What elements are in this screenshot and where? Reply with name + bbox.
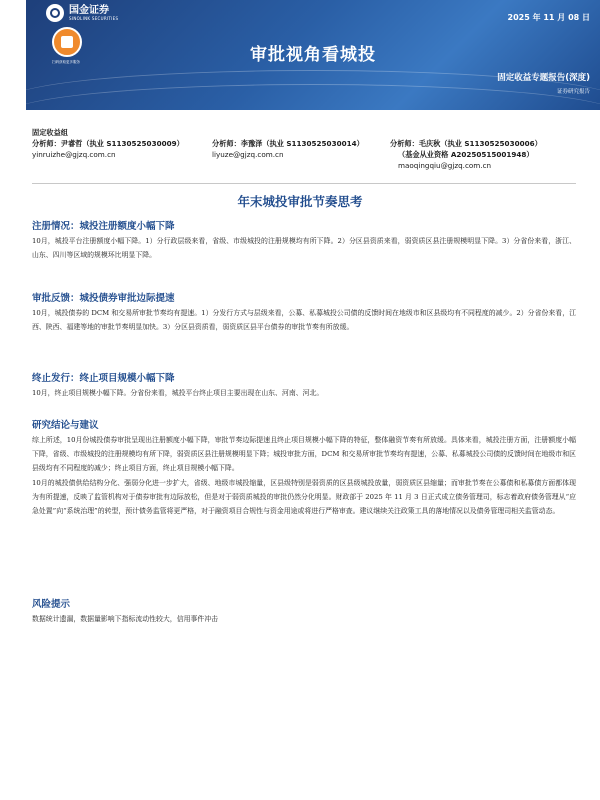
logo-icon <box>46 4 64 22</box>
logo-cn-text: 国金证券 <box>69 4 109 16</box>
section-paragraph: 数据统计遗漏，数据量影响下指标流动性较大，信用事件冲击 <box>32 615 219 623</box>
analyst-3-label: 分析师：毛庆秋（执业 S1130525030006） <box>390 139 542 148</box>
section-title: 审批反馈：城投债券审批边际提速 <box>32 293 175 304</box>
report-header <box>26 0 600 110</box>
report-department: 证券研究报告 <box>556 89 590 95</box>
section-title: 风险提示 <box>32 599 71 610</box>
analyst-1-email[interactable]: yinruizhe@gjzq.com.cn <box>32 150 116 159</box>
section-title: 研究结论与建议 <box>32 420 99 431</box>
section-registration <box>32 220 576 262</box>
analyst-2-label: 分析师：李豫泽（执业 S1130525030014） <box>212 139 364 148</box>
section-paragraph: 10月的城投债供给结构分化、强弱分化进一步扩大，省级、地级市城投缩量，区县级特别是弱资质的区县级城投放量，弱资质区县缩量；而审批节奏在公募债和私募债方面都体现为有所提速，反映了监管机构对于债券审批有边际放松，但是对于弱资质城投的审批仍然分化明显。财政部于 2025 年 11 月 3 日正式成立债务管理司，标志着政府债务管理从“应急处置”向“系统治理”的转型，预计债务监管将更严格，对于融资项目合规性与资金用途或将进行严格审查。建议继续关注政策工具的落地情况以及债务管理司相关监管动态。 <box>32 478 576 516</box>
report-date: 2025 年 11 月 08 日 <box>507 13 590 22</box>
analyst-3-qualification: （基金从业资格 A20250515001948） <box>398 150 534 159</box>
company-logo <box>46 4 118 22</box>
analyst-group: 固定收益组 <box>32 128 68 137</box>
document-title: 年末城投审批节奏思考 <box>237 194 363 209</box>
analyst-block <box>32 127 572 171</box>
analyst-3-email[interactable]: maoqingqiu@gjzq.com.cn <box>398 161 492 170</box>
section-paragraph: 10月，城投平台注册额度小幅下降。1）分行政层级来看，省级、市级城投的注册规模均有所下降。2）分区县资质来看，弱资质区县注册规模明显下降。3）分省份来看，浙江、山东、四川等区域的规模环比明显下降。 <box>32 237 576 260</box>
logo-en-text: SINOLINK SECURITIES <box>69 15 119 21</box>
header-title: 审批视角看城投 <box>250 45 376 65</box>
section-title: 终止发行：终止项目规模小幅下降 <box>32 373 175 384</box>
section-paragraph: 10月，终止项目规模小幅下降。分省份来看，城投平台终止项目主要出现在山东、河南、河北。 <box>32 389 324 397</box>
section-conclusion <box>32 419 576 518</box>
section-approval-feedback <box>32 292 576 334</box>
analyst-1-label: 分析师：尹睿哲（执业 S1130525030009） <box>32 139 184 148</box>
section-paragraph: 10月，城投债券的 DCM 和交易所审批节奏均有提速。1）分发行方式与层级来看，公募、私募城投公司债的反馈时间在地级市和区县级均有不同程度的减少。2）分省份来看，江西、陕西、福建等地的审批节奏明显加快。3）分区县资质看，弱资质区县平台债券的审批节奏有所放缓。 <box>32 309 576 332</box>
section-paragraph: 综上所述，10月份城投债券审批呈现出注册额度小幅下降，审批节奏边际提速且终止项目规模小幅下降的特征，整体融资节奏有所放缓。具体来看，城投注册方面，注册额度小幅下降，省级、市级城投的注册规模均有所下降，弱资质区县注册规模明显下降；城投审批方面，DCM 和交易所审批节奏均有提速，公募、私募城投公司债的反馈时间在地级市和区县级均有不同程度的减少；终止项目方面，终止项目规模小幅下降。 <box>32 436 576 473</box>
report-type: 固定收益专题报告(深度) <box>497 73 590 83</box>
section-title: 注册情况：城投注册额度小幅下降 <box>32 221 175 232</box>
qr-caption: 扫码获取更多服务 <box>52 60 80 64</box>
section-termination <box>32 372 576 400</box>
section-risk <box>32 598 576 626</box>
analyst-2-email[interactable]: liyuze@gjzq.com.cn <box>212 150 284 159</box>
divider <box>32 183 576 184</box>
